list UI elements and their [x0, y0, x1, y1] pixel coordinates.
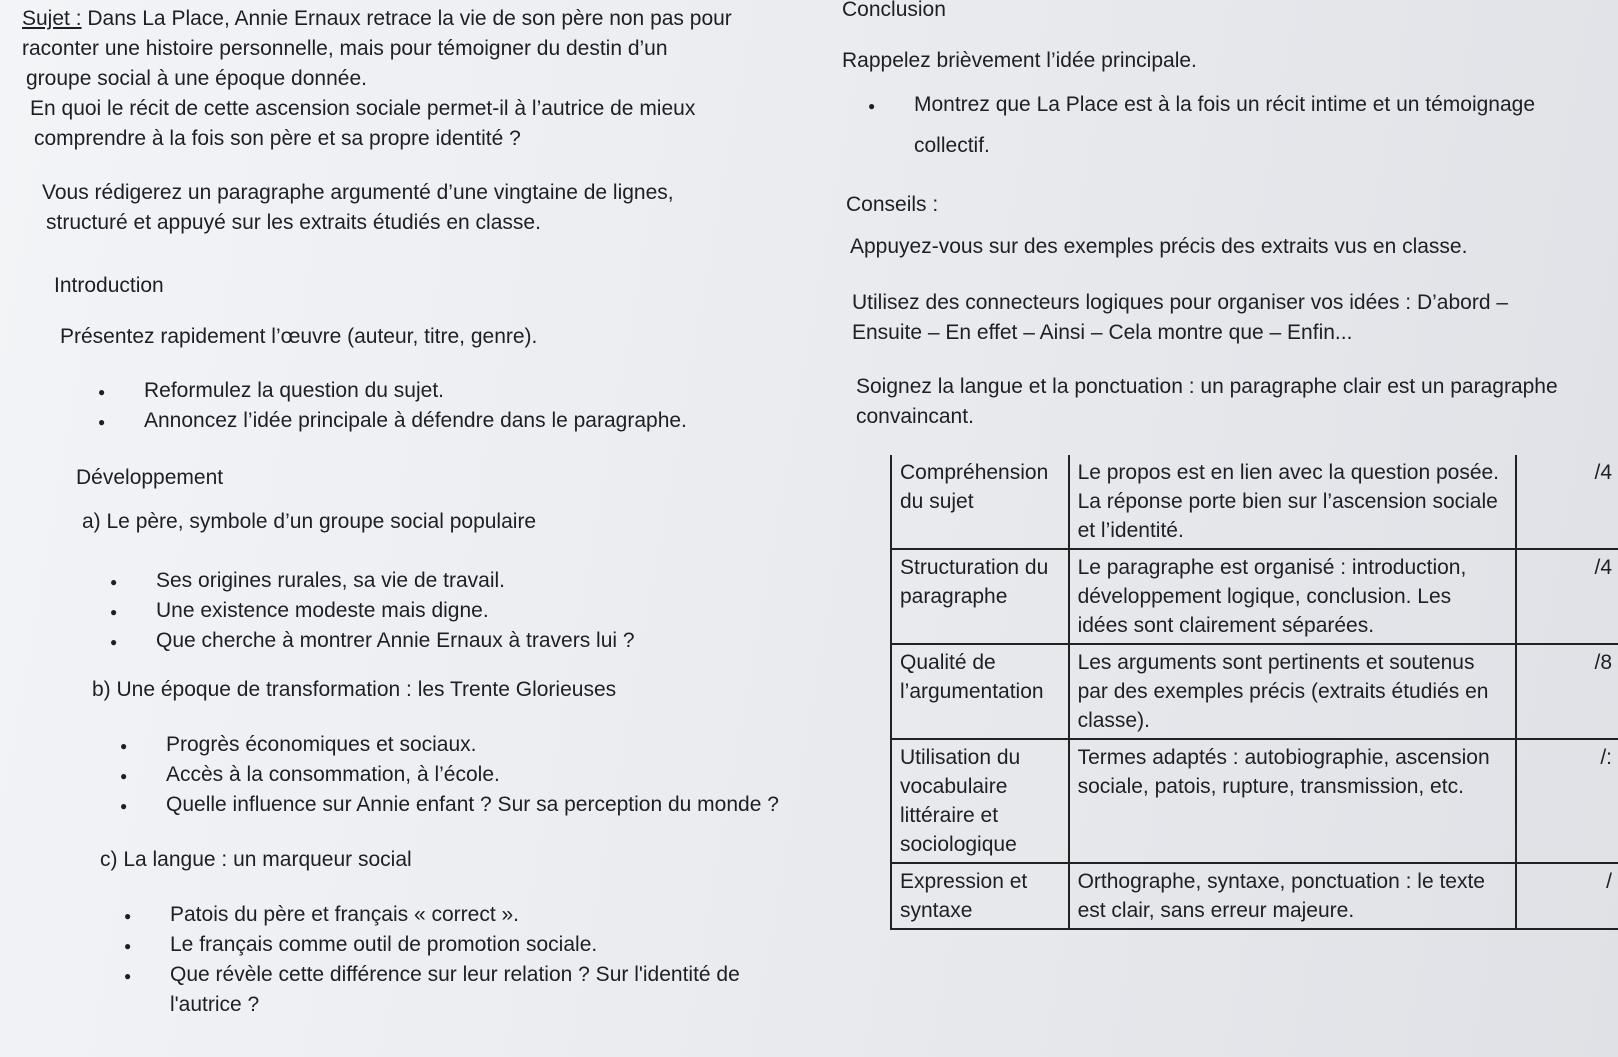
advice-line: convaincant.: [856, 405, 974, 428]
list-item: ● Progrès économiques et sociaux.: [166, 730, 779, 760]
introduction-text: Présentez rapidement l’œuvre (auteur, titre, genre).: [60, 325, 538, 348]
subject-line: Dans La Place, Annie Ernaux retrace la vie de son père non pas pour: [87, 7, 732, 30]
subject-question: En quoi le récit de cette ascension sociale permet-il à l’autrice de mieux: [30, 97, 696, 120]
introduction-title: Introduction: [54, 274, 164, 297]
subject-label: Sujet :: [22, 7, 82, 30]
description-cell: Termes adaptés : autobiographie, ascension sociale, patois, rupture, transmission, etc.: [1069, 739, 1516, 863]
points-cell: /4: [1516, 455, 1618, 549]
points-cell: /4: [1516, 549, 1618, 644]
advice-line: Soignez la langue et la ponctuation : un paragraphe clair est un paragraphe: [856, 375, 1558, 398]
list-item: ● Une existence modeste mais digne.: [156, 596, 635, 626]
list-item: ● Annoncez l’idée principale à défendre dans le paragraphe.: [144, 406, 687, 436]
subject-block: [22, 4, 732, 154]
criterion-cell: Expression et syntaxe: [891, 863, 1069, 929]
section-a-title: a) Le père, symbole d’un groupe social populaire: [82, 510, 537, 533]
section-c-title: c) La langue : un marqueur social: [100, 848, 412, 871]
criterion-cell: Compréhension du sujet: [891, 455, 1069, 549]
grading-table: [890, 455, 1618, 930]
advice-item: Appuyez-vous sur des exemples précis des extraits vus en classe.: [850, 235, 1468, 258]
conclusion-bullets: [914, 90, 1535, 120]
list-item: ● Que révèle cette différence sur leur relation ? Sur l'identité de: [170, 960, 740, 990]
criterion-cell: Utilisation du vocabulaire littéraire et sociologique: [891, 739, 1069, 863]
list-item: ● Reformulez la question du sujet.: [144, 376, 687, 406]
table-row: [891, 549, 1618, 644]
section-a-bullets: [156, 566, 635, 656]
advice-item: [856, 372, 1558, 432]
introduction-bullets: [144, 376, 687, 436]
description-cell: Orthographe, syntaxe, ponctuation : le texte est clair, sans erreur majeure.: [1069, 863, 1516, 929]
list-item: ● Le français comme outil de promotion sociale.: [170, 930, 740, 960]
advice-line: Ensuite – En effet – Ainsi – Cela montre que – Enfin...: [852, 321, 1353, 344]
subject-line: raconter une histoire personnelle, mais pour témoigner du destin d’un: [22, 37, 668, 60]
points-cell: /:: [1516, 739, 1618, 863]
instructions-block: [42, 178, 674, 238]
section-b-title: b) Une époque de transformation : les Trente Glorieuses: [92, 678, 617, 701]
table-row: [891, 739, 1618, 863]
list-item-continuation: collectif.: [914, 134, 990, 157]
conclusion-title: Conclusion: [842, 0, 946, 21]
advice-title: Conseils :: [846, 193, 939, 216]
list-item: ● Quelle influence sur Annie enfant ? Sur sa perception du monde ?: [166, 790, 779, 820]
points-cell: /: [1516, 863, 1618, 929]
table-row: [891, 644, 1618, 739]
instruction-line: Vous rédigerez un paragraphe argumenté d’une vingtaine de lignes,: [42, 181, 674, 204]
subject-line: groupe social à une époque donnée.: [26, 67, 367, 90]
section-c-bullets: [170, 900, 740, 990]
list-item: ● Ses origines rurales, sa vie de travail.: [156, 566, 635, 596]
criterion-cell: Qualité de l’argumentation: [891, 644, 1069, 739]
conclusion-text: Rappelez brièvement l’idée principale.: [842, 49, 1197, 72]
section-b-bullets: [166, 730, 779, 820]
list-item: ● Montrez que La Place est à la fois un récit intime et un témoignage: [914, 90, 1535, 120]
advice-item: [852, 288, 1508, 348]
list-item-continuation: l'autrice ?: [170, 993, 260, 1016]
table-row: [891, 455, 1618, 549]
points-cell: /8: [1516, 644, 1618, 739]
list-item: ● Que cherche à montrer Annie Ernaux à travers lui ?: [156, 626, 635, 656]
development-title: Développement: [76, 466, 224, 489]
description-cell: Les arguments sont pertinents et soutenus par des exemples précis (extraits étudiés en classe).: [1069, 644, 1516, 739]
list-item: ● Patois du père et français « correct ».: [170, 900, 740, 930]
table-row: [891, 863, 1618, 929]
list-item: ● Accès à la consommation, à l’école.: [166, 760, 779, 790]
subject-question: comprendre à la fois son père et sa propre identité ?: [34, 127, 521, 150]
advice-line: Utilisez des connecteurs logiques pour organiser vos idées : D’abord –: [852, 291, 1509, 314]
criterion-cell: Structuration du paragraphe: [891, 549, 1069, 644]
description-cell: Le paragraphe est organisé : introduction, développement logique, conclusion. Les idées sont clairement séparées.: [1069, 549, 1516, 644]
instruction-line: structuré et appuyé sur les extraits étudiés en classe.: [46, 211, 541, 234]
description-cell: Le propos est en lien avec la question posée. La réponse porte bien sur l’ascension sociale et l’identité.: [1069, 455, 1516, 549]
